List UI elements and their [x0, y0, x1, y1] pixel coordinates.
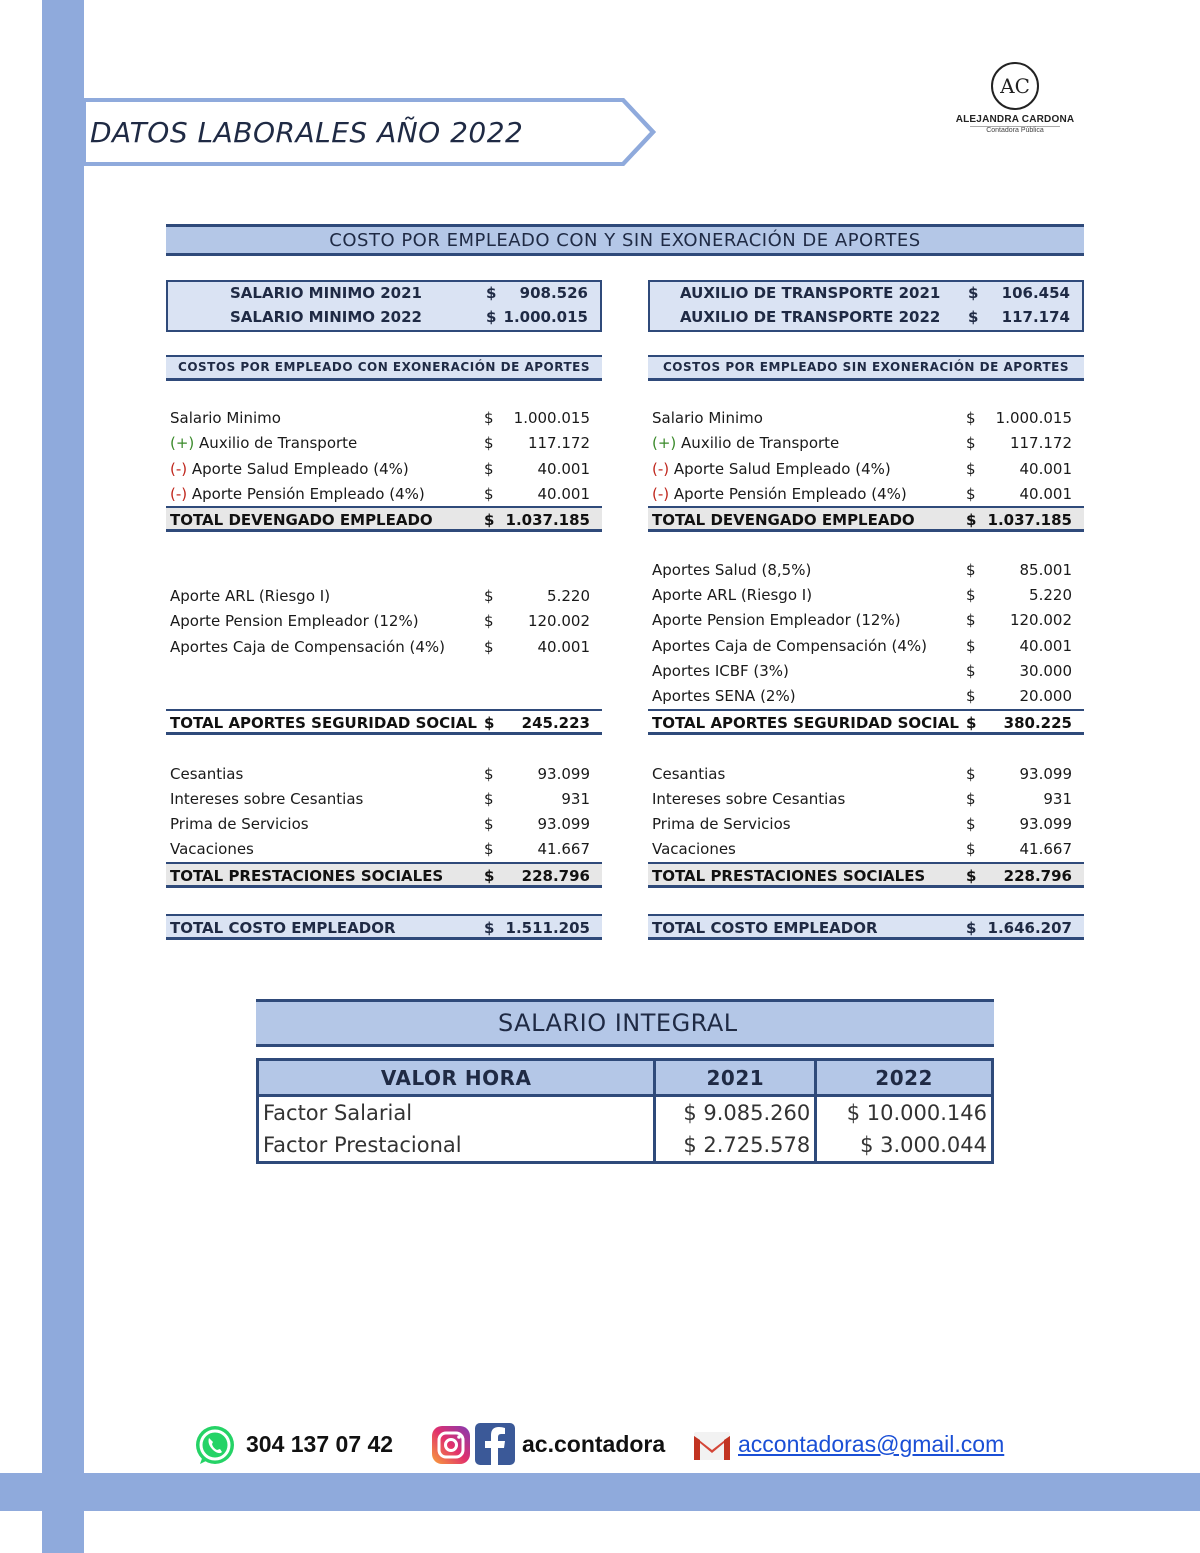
line-item-value: 20.000 — [1019, 687, 1072, 706]
currency-symbol: $ — [966, 714, 977, 732]
left-decorative-bar — [42, 0, 84, 1553]
row-value: 117.174 — [1001, 308, 1070, 326]
line-item-value: 1.000.015 — [513, 409, 590, 427]
auxilio-2021-row — [650, 284, 1082, 308]
line-item-value: 41.667 — [537, 840, 590, 858]
table-row — [258, 1129, 993, 1163]
sign-marker: (-) — [170, 459, 188, 478]
line-item-label — [652, 812, 791, 837]
line-item-label — [170, 762, 243, 787]
label-text: Aportes Caja de Compensación (4%) — [652, 636, 928, 655]
sign-marker: (+) — [170, 434, 195, 453]
total-value: 245.223 — [521, 714, 590, 732]
column-header: 2021 — [655, 1060, 816, 1096]
line-item-label — [652, 659, 789, 684]
line-item — [166, 482, 602, 507]
currency-symbol: $ — [484, 587, 494, 605]
line-item-value: 93.099 — [537, 765, 590, 783]
total-label: TOTAL COSTO EMPLEADOR — [170, 919, 396, 937]
salario-minimo-box — [166, 280, 602, 332]
line-item-value: 40.001 — [1019, 459, 1072, 478]
salario-minimo-2022-row — [168, 308, 600, 332]
line-item-value: 120.002 — [527, 612, 590, 631]
line-item-value: 30.000 — [1019, 662, 1072, 680]
line-item — [648, 558, 1084, 583]
currency-symbol: $ — [966, 484, 976, 503]
label-text: Aporte ARL (Riesgo I) — [170, 587, 331, 605]
column-subheader: COSTOS POR EMPLEADO SIN EXONERACIÓN DE APORTES — [648, 355, 1084, 381]
row-label: Factor Prestacional — [258, 1129, 655, 1163]
label-text: Aporte Salud Empleado (4%) — [669, 459, 891, 478]
line-item — [648, 837, 1084, 862]
total-value: 228.796 — [521, 867, 590, 885]
row-label: AUXILIO DE TRANSPORTE 2022 — [680, 308, 941, 326]
label-text: Aporte Pensión Empleado (4%) — [187, 484, 425, 503]
currency-symbol: $ — [484, 714, 495, 732]
logo-name: ALEJANDRA CARDONA — [955, 114, 1075, 125]
value-2022: $ 3.000.044 — [816, 1129, 993, 1163]
line-item — [166, 584, 602, 609]
line-item — [166, 457, 602, 482]
logo-subtitle: Contadora Pública — [970, 126, 1060, 134]
line-item-value: 40.001 — [537, 637, 590, 656]
currency-symbol: $ — [484, 765, 494, 783]
sign-marker: (-) — [652, 459, 670, 478]
currency-symbol: $ — [484, 790, 494, 808]
line-item-value: 5.220 — [547, 587, 590, 605]
sign-marker: (-) — [170, 484, 188, 503]
currency-symbol: $ — [486, 308, 497, 326]
currency-symbol: $ — [484, 484, 494, 503]
line-item — [648, 684, 1084, 709]
logo-initials: AC — [991, 62, 1039, 110]
main-section-header: COSTO POR EMPLEADO CON Y SIN EXONERACIÓN DE APORTES — [166, 224, 1084, 256]
page-title: DATOS LABORALES AÑO 2022 — [90, 116, 524, 149]
line-item-value: 41.667 — [1019, 840, 1072, 858]
line-item — [166, 787, 602, 812]
currency-symbol: $ — [484, 840, 494, 858]
label-text: Aporte Salud Empleado (4%) — [187, 459, 409, 478]
currency-symbol: $ — [484, 815, 494, 833]
line-item — [648, 406, 1084, 431]
line-item-value: 93.099 — [1019, 765, 1072, 783]
total-costo-row — [166, 914, 602, 940]
sign-marker: (-) — [652, 484, 670, 503]
total-aportes-row — [166, 709, 602, 735]
line-item-value: 117.172 — [527, 434, 590, 453]
currency-symbol: $ — [966, 611, 976, 630]
line-item-label — [652, 684, 796, 709]
total-value: 380.225 — [1003, 714, 1072, 732]
label-text: Cesantias — [652, 765, 726, 783]
label-text: Salario Minimo — [652, 409, 763, 427]
total-value: 1.037.185 — [505, 511, 590, 529]
line-item-value: 5.220 — [1029, 586, 1072, 605]
currency-symbol: $ — [966, 765, 976, 783]
currency-symbol: $ — [484, 409, 494, 427]
currency-symbol: $ — [966, 586, 976, 605]
row-label: SALARIO MINIMO 2021 — [230, 284, 422, 302]
line-item-label — [652, 634, 927, 659]
line-item-label — [652, 583, 812, 608]
line-item — [166, 837, 602, 862]
value-2022: $ 10.000.146 — [816, 1096, 993, 1130]
line-item — [648, 812, 1084, 837]
line-item — [166, 812, 602, 837]
currency-symbol: $ — [484, 434, 494, 453]
row-value: 908.526 — [519, 284, 588, 302]
line-item-label — [652, 787, 845, 812]
label-text: Auxilio de Transporte — [194, 434, 358, 453]
currency-symbol: $ — [966, 662, 976, 680]
line-item — [166, 431, 602, 456]
column-header: VALOR HORA — [258, 1060, 655, 1096]
line-item — [166, 635, 602, 660]
total-label: TOTAL PRESTACIONES SOCIALES — [652, 867, 926, 885]
label-text: Vacaciones — [652, 840, 736, 858]
line-item-label — [652, 431, 839, 456]
column-subheader: COSTOS POR EMPLEADO CON EXONERACIÓN DE APORTES — [166, 355, 602, 381]
instagram-icon[interactable] — [430, 1424, 472, 1470]
label-text: Prima de Servicios — [170, 815, 309, 833]
line-item-value: 40.001 — [537, 484, 590, 503]
line-item-label — [170, 482, 425, 507]
line-item-label — [652, 837, 736, 862]
table-row — [258, 1096, 993, 1130]
phone-number: 304 137 07 42 — [246, 1431, 394, 1457]
label-text: Aporte Pensión Empleado (4%) — [669, 484, 907, 503]
line-item-label — [652, 406, 763, 431]
line-item-label — [170, 635, 445, 660]
label-text: Aporte Pension Empleador (12%) — [170, 612, 419, 631]
line-item-label — [652, 457, 891, 482]
currency-symbol: $ — [966, 459, 976, 478]
total-label: TOTAL APORTES SEGURIDAD SOCIAL — [652, 714, 959, 732]
currency-symbol: $ — [484, 459, 494, 478]
line-item — [648, 787, 1084, 812]
line-item-value: 85.001 — [1019, 560, 1072, 579]
line-item-label — [170, 812, 309, 837]
line-item-label — [170, 837, 254, 862]
line-item-label — [170, 584, 330, 609]
salario-integral-title: SALARIO INTEGRAL — [256, 999, 994, 1047]
label-text: Aportes SENA (2%) — [652, 687, 796, 706]
line-item — [166, 762, 602, 787]
label-text: Aporte Pension Empleador (12%) — [652, 611, 901, 630]
currency-symbol: $ — [968, 284, 979, 302]
line-item — [648, 659, 1084, 684]
salario-integral-table — [256, 1058, 994, 1164]
total-prestaciones-row — [166, 862, 602, 888]
email-link[interactable]: accontadoras@gmail.com — [738, 1431, 1005, 1457]
company-logo — [950, 62, 1080, 142]
label-text: Prima de Servicios — [652, 815, 791, 833]
column-header: 2022 — [816, 1060, 993, 1096]
line-item — [166, 406, 602, 431]
bottom-decorative-bar — [0, 1473, 1200, 1511]
currency-symbol: $ — [966, 511, 977, 529]
label-text: Cesantias — [170, 765, 244, 783]
label-text: Salario Minimo — [170, 409, 281, 427]
line-item — [648, 634, 1084, 659]
currency-symbol: $ — [484, 919, 495, 937]
label-text: Aportes Caja de Compensación (4%) — [170, 637, 446, 656]
social-handle[interactable]: ac.contadora — [522, 1431, 666, 1457]
total-value: 1.037.185 — [987, 511, 1072, 529]
line-item-label — [170, 431, 357, 456]
auxilio-2022-row — [650, 308, 1082, 332]
line-item-value: 40.001 — [537, 459, 590, 478]
total-value: 1.511.205 — [505, 919, 590, 937]
label-text: Aporte ARL (Riesgo I) — [652, 586, 813, 605]
line-item-value: 931 — [1043, 790, 1072, 808]
table-header-row — [258, 1060, 993, 1096]
total-label: TOTAL DEVENGADO EMPLEADO — [170, 511, 433, 529]
line-item-label — [652, 608, 901, 633]
total-aportes-row — [648, 709, 1084, 735]
currency-symbol: $ — [966, 560, 976, 579]
label-text: Aportes Salud (8,5%) — [652, 560, 812, 579]
label-text: Vacaciones — [170, 840, 254, 858]
line-item-value: 40.001 — [1019, 484, 1072, 503]
total-label: TOTAL PRESTACIONES SOCIALES — [170, 867, 444, 885]
line-item-value: 117.172 — [1009, 434, 1072, 453]
line-item-value: 1.000.015 — [995, 409, 1072, 427]
line-item — [648, 608, 1084, 633]
row-value: 106.454 — [1001, 284, 1070, 302]
currency-symbol: $ — [966, 815, 976, 833]
whatsapp-icon[interactable] — [192, 1422, 238, 1472]
row-value: 1.000.015 — [503, 308, 588, 326]
label-text: Intereses sobre Cesantias — [170, 790, 364, 808]
total-value: 1.646.207 — [987, 919, 1072, 937]
label-text: Intereses sobre Cesantias — [652, 790, 846, 808]
currency-symbol: $ — [484, 867, 495, 885]
line-item — [648, 583, 1084, 608]
line-item — [166, 609, 602, 634]
value-2021: $ 9.085.260 — [655, 1096, 816, 1130]
line-item-label — [170, 406, 281, 431]
currency-symbol: $ — [966, 434, 976, 453]
sign-marker: (+) — [652, 434, 677, 453]
currency-symbol: $ — [966, 840, 976, 858]
row-label: AUXILIO DE TRANSPORTE 2021 — [680, 284, 941, 302]
line-item-label — [170, 787, 363, 812]
total-value: 228.796 — [1003, 867, 1072, 885]
line-item — [648, 762, 1084, 787]
currency-symbol: $ — [486, 284, 497, 302]
line-item-label — [652, 762, 725, 787]
salario-minimo-2021-row — [168, 284, 600, 308]
label-text: Auxilio de Transporte — [676, 434, 840, 453]
currency-symbol: $ — [966, 790, 976, 808]
currency-symbol: $ — [484, 637, 494, 656]
total-costo-row — [648, 914, 1084, 940]
line-item-label — [170, 609, 419, 634]
value-2021: $ 2.725.578 — [655, 1129, 816, 1163]
total-label: TOTAL DEVENGADO EMPLEADO — [652, 511, 915, 529]
total-label: TOTAL APORTES SEGURIDAD SOCIAL — [170, 714, 477, 732]
facebook-icon[interactable] — [474, 1422, 516, 1470]
total-prestaciones-row — [648, 862, 1084, 888]
currency-symbol: $ — [966, 687, 976, 706]
gmail-icon[interactable] — [692, 1428, 732, 1466]
line-item — [648, 431, 1084, 456]
line-item-value: 931 — [561, 790, 590, 808]
currency-symbol: $ — [968, 308, 979, 326]
total-devengado-row — [648, 506, 1084, 532]
total-devengado-row — [166, 506, 602, 532]
currency-symbol: $ — [966, 636, 976, 655]
row-label: Factor Salarial — [258, 1096, 655, 1130]
label-text: Aportes ICBF (3%) — [652, 662, 789, 680]
line-item — [648, 457, 1084, 482]
line-item-label — [652, 558, 811, 583]
line-item-value: 93.099 — [1019, 815, 1072, 833]
line-item — [648, 482, 1084, 507]
auxilio-transporte-box — [648, 280, 1084, 332]
currency-symbol: $ — [966, 409, 976, 427]
line-item-value: 120.002 — [1009, 611, 1072, 630]
line-item-value: 93.099 — [537, 815, 590, 833]
total-label: TOTAL COSTO EMPLEADOR — [652, 919, 878, 937]
currency-symbol: $ — [484, 612, 494, 631]
currency-symbol: $ — [484, 511, 495, 529]
line-item-label — [652, 482, 907, 507]
currency-symbol: $ — [966, 867, 977, 885]
row-label: SALARIO MINIMO 2022 — [230, 308, 422, 326]
line-item-value: 40.001 — [1019, 636, 1072, 655]
currency-symbol: $ — [966, 919, 977, 937]
line-item-label — [170, 457, 409, 482]
